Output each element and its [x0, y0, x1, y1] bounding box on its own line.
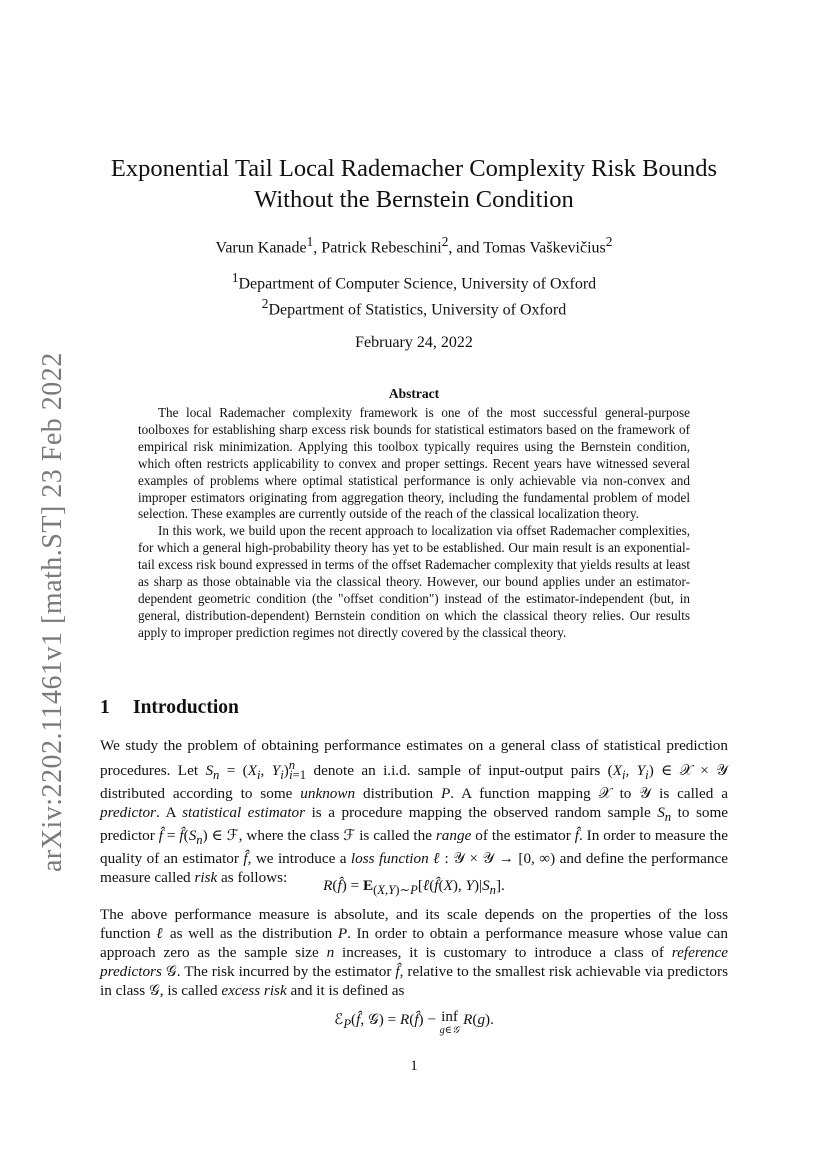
arxiv-stamp: arXiv:2202.11461v1 [math.ST] 23 Feb 2022: [37, 352, 68, 872]
section-heading: [100, 697, 239, 719]
section-number: 1: [100, 697, 110, 718]
author-name: Varun Kanade: [215, 239, 307, 257]
intro-paragraph-2: The above performance measure is absolute, and its scale depends on the properties of the loss function ℓ as well as the distribution P. In order to obtain a performance measure whose value can approach zero as the sample size n increases, it is customary to introduce a class of reference predictors 𝒢. The risk incurred by the estimator f̂, relative to the smallest risk achievable via predictors in class 𝒢, is called excess risk and it is defined as: [100, 906, 729, 999]
title-line-1: Exponential Tail Local Rademacher Complexity Risk Bounds: [110, 155, 718, 182]
abstract-heading: Abstract: [388, 386, 440, 401]
author-separator: ,: [313, 239, 322, 257]
affil-text: Department of Computer Science, University of Oxford: [238, 275, 597, 293]
risk-equation: R(f̂) = $E_{(X,Y)\sim P}[\ell(f̂(X)$, $Y)|S_n$].: [323, 877, 505, 898]
title-line-2: Without the Bernstein Condition: [254, 186, 574, 213]
abstract-paragraph: The local Rademacher complexity framework is one of the most successful general-purpose toolboxes for establishing sharp excess risk bounds for statistical estimators based on the framework of empirical risk minimization. Applying this toolbox typically requires using the Bernstein condition, which often restricts applicability to convex and proper settings. Recent years have witnessed several examples of problems where optimal statistical performance is only achievable via non-convex and improper estimators originating from aggregation theory, including the fundamental problem of model selection. These examples are currently outside of the reach of the classical localization theory.: [138, 405, 690, 522]
affil-mark: 1: [231, 270, 239, 285]
author-list: [100, 234, 728, 257]
affiliation-list: [100, 268, 728, 321]
affil-text: Department of Statistics, University of Oxford: [268, 301, 567, 319]
paper-date: February 24, 2022: [355, 334, 473, 351]
paper-title: [100, 153, 728, 215]
abstract-body: [138, 405, 690, 642]
intro-paragraph-1: We study the problem of obtaining performance estimates on a general class of statistical prediction procedures. Let $S_n = (X_i$, $Y_i)^n_{i=1}$ denote an i.i.d. sample of input-output pairs ($X_i$, $Y_i$) ∈ 𝒳 × 𝒴 distributed according to some unknown distribution P. A function mapping 𝒳 to 𝒴 is called a predictor. A statistical estimator is a procedure mapping the observed random sample $S_n$ to some predictor f̂ = $f̂(S_n)$ ∈ ℱ, where the class ℱ is called the range of the estimator f̂. In order to measure the quality of an estimator f̂, we introduce a loss function ℓ : 𝒴 × 𝒴 → [0, ∞) and define the performance measure called risk as follows:: [100, 737, 729, 886]
author-name: Tomas Vaškevičius: [483, 239, 606, 257]
excess-risk-equation: ℰ$_P$(f̂, 𝒢) = R(f̂) − inf g∈𝒢 R(g).: [334, 1008, 494, 1036]
page-number: 1: [410, 1058, 418, 1074]
author-name: Patrick Rebeschini: [321, 239, 442, 257]
author-affil-mark: 2: [441, 234, 449, 249]
affil-mark: 2: [261, 296, 269, 312]
affiliation: [100, 268, 728, 294]
abstract-paragraph: In this work, we build upon the recent approach to localization via offset Rademacher complexities, for which a general high-probability theory has yet to be established. Our main result is an exponential-tail excess risk bound expressed in terms of the offset Rademacher complexity that yields results at least as sharp as those obtainable via the classical theory. However, our bound applies under an estimator-dependent geometric condition (the "offset condition") instead of the estimator-independent (but, in general, distribution-dependent) Bernstein condition on which the classical theory relies. Our results apply to improper prediction regimes not directly covered by the classical theory.: [138, 523, 690, 640]
author-affil-mark: 1: [306, 234, 314, 249]
author-affil-mark: 2: [605, 234, 613, 249]
author-separator: , and: [448, 239, 484, 257]
affiliation: [100, 294, 728, 320]
section-title: Introduction: [133, 697, 239, 718]
